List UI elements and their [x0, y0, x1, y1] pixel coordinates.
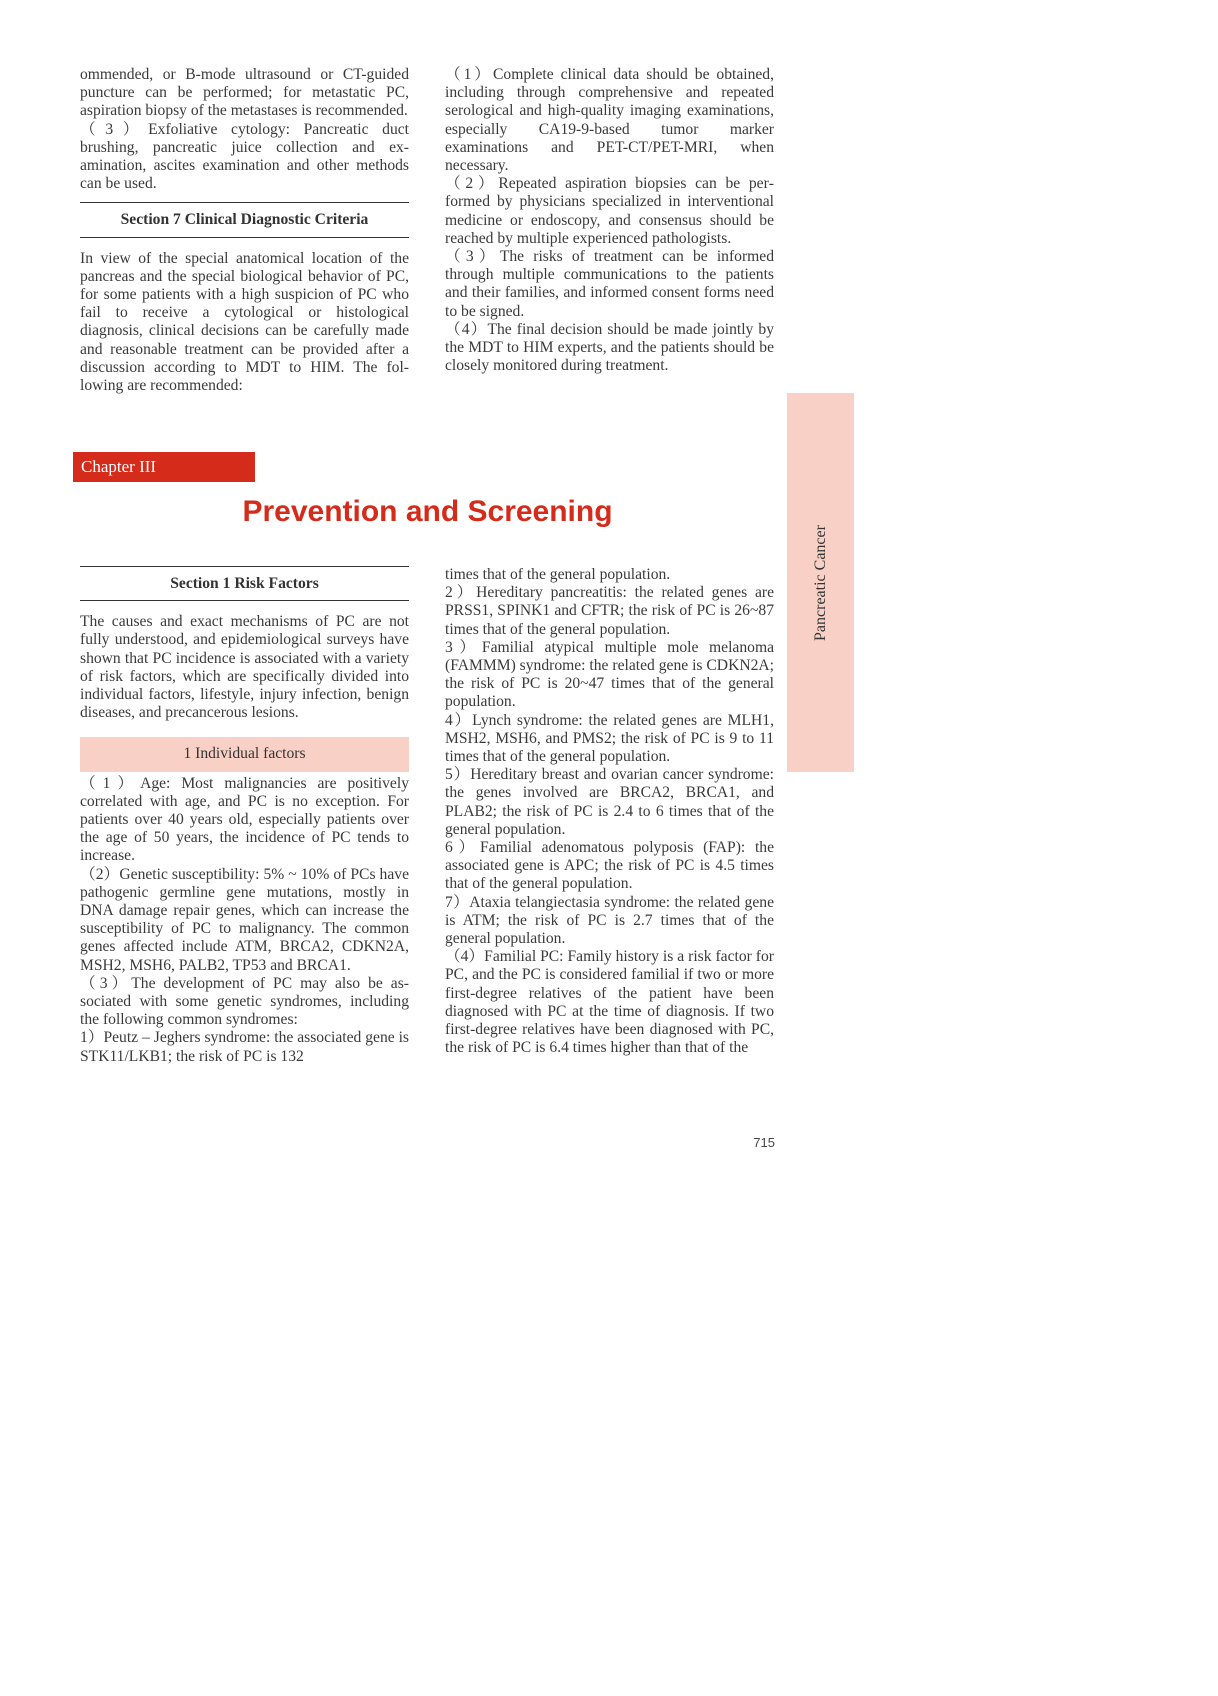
list-item: （2）Repeated aspiration biopsies can be performed by physicians specialized in interventional medicine or endoscopy, and consensus should be reached by multiple experienced pathologists.	[445, 175, 774, 247]
list-item: 7）Ataxia telangiectasia syndrome: the related gene is ATM; the risk of PC is 2.7 times that of the general population.	[445, 893, 774, 948]
top-left-column	[80, 66, 409, 395]
list-item: 1）Peutz – Jeghers syndrome: the associated gene is STK11/LKB1; the risk of PC is 132	[80, 1029, 409, 1065]
list-item: （4）Familial PC: Family history is a risk factor for PC, and the PC is considered familial if two or more first-degree relatives of the patient have been diagnosed with PC at the time of diagnosis. If two first-degree relatives have been diagnosed with PC, the risk of PC is 6.4 times higher than that of the	[445, 948, 774, 1057]
list-item: （1）Complete clinical data should be obtained, including through comprehensive and repeated serological and high-quality imaging examinations, especially CA19-9-based tumor marker examinations and PET-CT/PET-MRI, when necessary.	[445, 66, 774, 175]
page-number: 715	[753, 1135, 775, 1150]
section-heading: Section 1 Risk Factors	[80, 566, 409, 601]
side-tab-label: Pancreatic Cancer	[811, 524, 829, 641]
list-item: 2）Hereditary pancreatitis: the related genes are PRSS1, SPINK1 and CFTR; the risk of PC is 26~87 times that of the general population.	[445, 584, 774, 638]
list-item: 3）Familial atypical multiple mole melanoma (FAMMM) syndrome: the related gene is CDKN2A; the risk of PC is 20~47 times that of the general population.	[445, 638, 774, 711]
list-item: （4）The final decision should be made jointly by the MDT to HIM experts, and the patients should be closely monitored during treatment.	[445, 320, 774, 375]
top-right-column	[445, 66, 774, 375]
paragraph: In view of the special anatomical location of the pancreas and the special biological behavior of PC, for some patients with a high suspicion of PC who fail to receive a cytological or histological diagnosis, clinical decisions can be carefully made and reasonable treatment can be provided after a discussion according to MDT to HIM. The following are recommended:	[80, 249, 409, 395]
list-item: 4）Lynch syndrome: the related genes are MLH1, MSH2, MSH6, and PMS2; the risk of PC is 9 to 11 times that of the general population.	[445, 711, 774, 766]
list-item: （2）Genetic susceptibility: 5% ~ 10% of PCs have pathogenic germline gene mutations, mostly in DNA damage repair genes, which can increase the susceptibility of PC to malignancy. The common genes affected include ATM, BRCA2, CDKN2A, MSH2, MSH6, PALB2, TP53 and BRCA1.	[80, 865, 409, 974]
chapter-title: Prevention and Screening	[242, 495, 613, 528]
list-item: 5）Hereditary breast and ovarian cancer syndrome: the genes involved are BRCA2, BRCA1, and PLAB2; the risk of PC is 2.4 to 6 times that of the general population.	[445, 766, 774, 838]
list-item: 6）Familial adenomatous polyposis (FAP): the associated gene is APC; the risk of PC is 4.5 times that of the general population.	[445, 839, 774, 893]
subsection-heading: 1 Individual factors	[80, 737, 409, 771]
bottom-right-column	[445, 566, 774, 1057]
paragraph: The causes and exact mechanisms of PC are not fully understood, and epidemiological surveys have shown that PC incidence is associated with a variety of risk factors, which are specifically divided into individual factors, lifestyle, injury infection, benign diseases, and precancerous lesions.	[80, 613, 409, 722]
list-item: （3）The risks of treatment can be informed through multiple communications to the patients and their families, and informed consent forms need to be signed.	[445, 248, 774, 320]
list-item: （3）The development of PC may also be associated with some genetic syndromes, including the following common syndromes:	[80, 974, 409, 1029]
side-tab	[787, 393, 854, 772]
section-heading: Section 7 Clinical Diagnostic Criteria	[80, 202, 409, 237]
paragraph: ommended, or B-mode ultrasound or CT-guided puncture can be performed; for metastatic PC, aspiration biopsy of the metastases is recommended.	[80, 66, 409, 120]
paragraph: （3）Exfoliative cytology: Pancreatic duct brushing, pancreatic juice collection and examination, ascites examination and other methods can be used.	[80, 120, 409, 193]
chapter-label: Chapter III	[73, 452, 255, 482]
paragraph: times that of the general population.	[445, 566, 671, 583]
bottom-left-column	[80, 566, 409, 1066]
list-item: （1）Age: Most malignancies are positively correlated with age, and PC is no exception. For patients over 40 years old, especially patients over the age of 50 years, the incidence of PC tends to increase.	[80, 774, 409, 865]
